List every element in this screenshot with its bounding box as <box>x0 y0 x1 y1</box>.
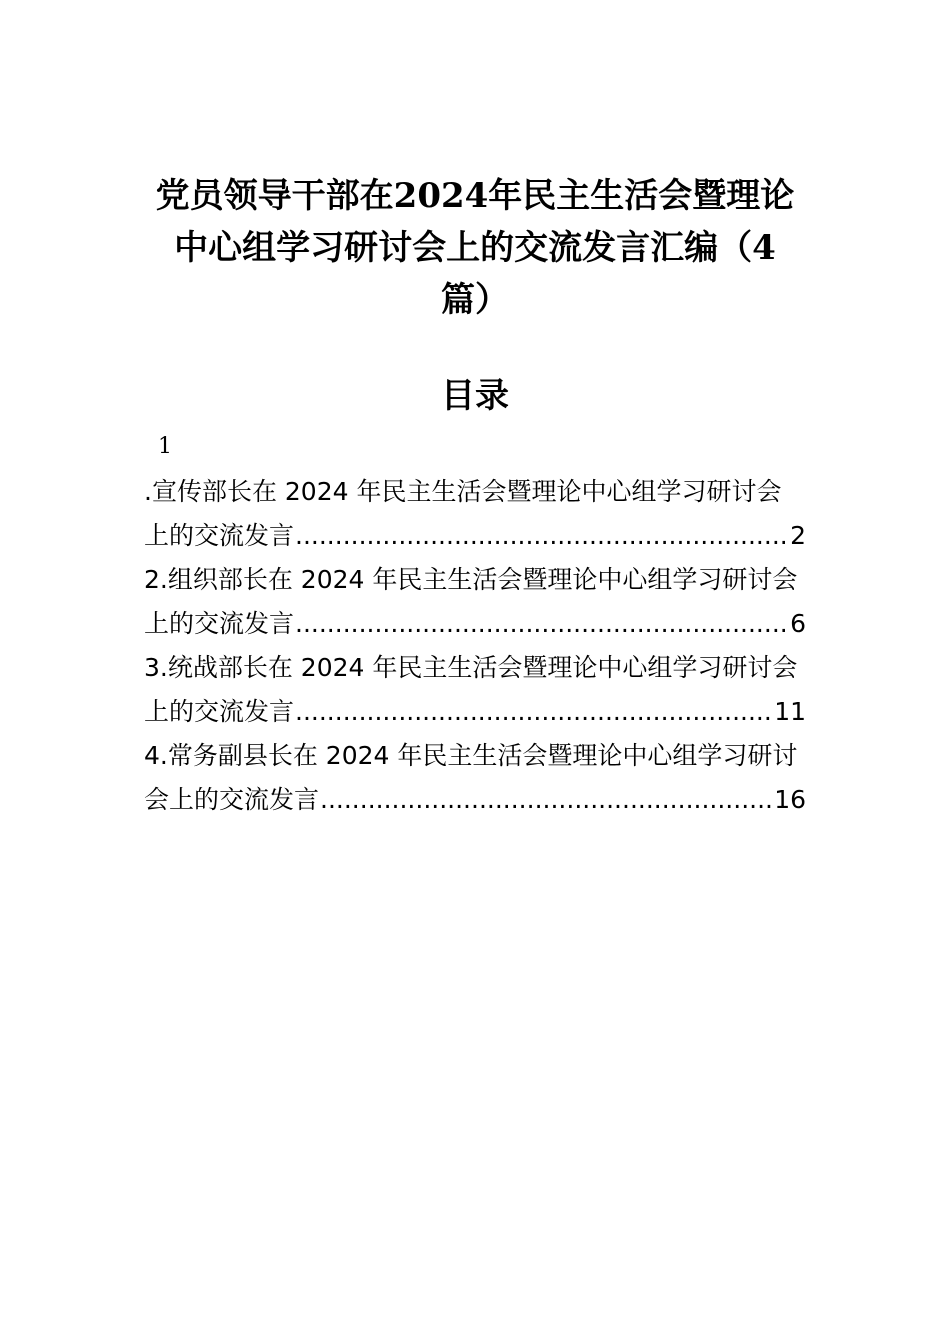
toc-entry-title: 2.组织部长在 2024 年民主生活会暨理论中心组学习研讨会 <box>144 565 798 594</box>
toc-entry[interactable] <box>144 558 806 646</box>
document-title <box>140 170 810 326</box>
toc-entry-continuation <box>144 690 806 734</box>
toc-entry-title: 4.常务副县长在 2024 年民主生活会暨理论中心组学习研讨 <box>144 741 798 770</box>
table-of-contents <box>144 470 806 822</box>
toc-leading-number: 1 <box>158 434 172 459</box>
toc-entry[interactable] <box>144 646 806 734</box>
toc-entry[interactable] <box>144 470 806 558</box>
toc-entry-continuation <box>144 602 806 646</box>
toc-page-number: 6 <box>790 609 806 638</box>
dot-leader <box>295 690 773 734</box>
toc-entry-title-tail: 上的交流发言 <box>144 697 295 726</box>
toc-heading: 目录 <box>441 376 509 416</box>
toc-entry-continuation <box>144 778 806 822</box>
toc-entry-continuation <box>144 514 806 558</box>
title-line: 中心组学习研讨会上的交流发言汇编（4 <box>174 228 776 268</box>
dot-leader <box>295 514 789 558</box>
toc-page-number: 16 <box>774 785 806 814</box>
toc-page-number: 2 <box>790 521 806 550</box>
toc-entry-title-tail: 上的交流发言 <box>144 609 295 638</box>
toc-entry-title: .宣传部长在 2024 年民主生活会暨理论中心组学习研讨会 <box>144 477 782 506</box>
toc-page-number: 11 <box>774 697 806 726</box>
toc-entry[interactable] <box>144 734 806 822</box>
toc-entry-title-tail: 上的交流发言 <box>144 521 295 550</box>
toc-entry-title: 3.统战部长在 2024 年民主生活会暨理论中心组学习研讨会 <box>144 653 798 682</box>
dot-leader <box>320 778 773 822</box>
toc-entry-title-tail: 会上的交流发言 <box>144 785 320 814</box>
title-line: 党员领导干部在2024年民主生活会暨理论 <box>155 176 795 216</box>
dot-leader <box>295 602 789 646</box>
title-line: 篇） <box>441 280 509 320</box>
